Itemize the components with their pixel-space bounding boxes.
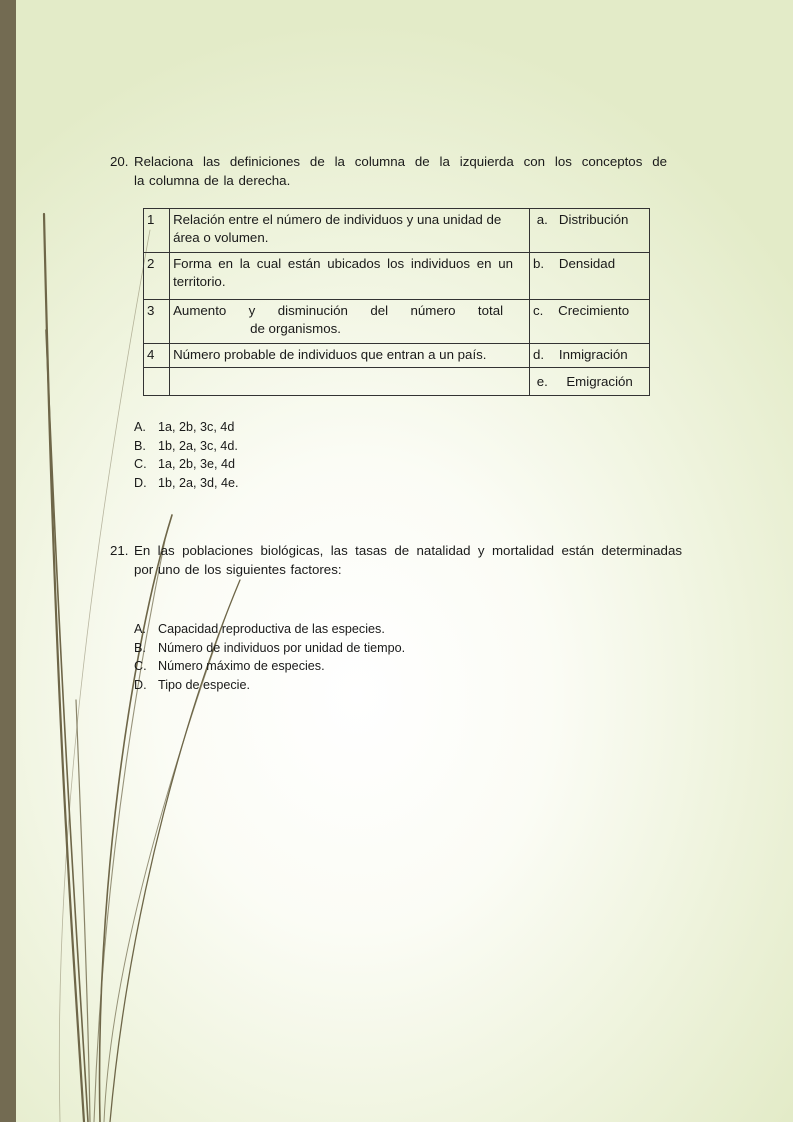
question-20-options xyxy=(134,418,239,492)
question-21-text xyxy=(134,541,682,579)
definition-text-line-1: Aumento y disminución del número total xyxy=(173,303,504,318)
table-row xyxy=(144,368,650,396)
stem-2 xyxy=(46,330,88,1122)
concept-cell xyxy=(530,209,650,253)
option-letter: D. xyxy=(134,475,147,490)
option-letter: A. xyxy=(134,420,146,434)
concept-letter: d. xyxy=(533,347,545,362)
stem-1 xyxy=(44,214,84,1122)
concept-text: Inmigración xyxy=(558,347,628,362)
concept-cell xyxy=(530,344,650,368)
option-letter: C. xyxy=(134,659,147,673)
option-b xyxy=(134,639,405,658)
definition-text: Forma en la cual están ubicados los individuos en un territorio. xyxy=(173,256,514,289)
definition-cell xyxy=(170,253,530,300)
question-20 xyxy=(110,152,667,192)
question-21-options xyxy=(134,620,405,694)
question-20-number: 20. xyxy=(110,154,129,169)
option-text: 1a, 2b, 3c, 4d xyxy=(158,420,235,434)
option-letter: B. xyxy=(134,438,146,453)
concept-text: Densidad xyxy=(558,256,616,271)
row-number: 4 xyxy=(144,344,170,368)
table-row xyxy=(144,253,650,300)
option-b xyxy=(134,437,239,456)
row-number: 3 xyxy=(144,300,170,344)
question-21-line-2: por uno de los siguientes factores: xyxy=(134,562,342,577)
option-text: 1b, 2a, 3d, 4e. xyxy=(158,475,239,490)
definition-cell: Número probable de individuos que entran a un país. xyxy=(170,344,530,368)
definition-cell xyxy=(170,368,530,396)
option-c xyxy=(134,657,405,676)
definition-cell xyxy=(170,300,530,344)
option-letter: D. xyxy=(134,677,147,692)
stem-3 xyxy=(100,515,172,1122)
option-text: Número máximo de especies. xyxy=(158,659,325,673)
concept-letter: a. xyxy=(536,212,548,227)
question-21-number: 21. xyxy=(110,543,129,558)
concept-letter: b. xyxy=(533,256,545,271)
option-text: Capacidad reproductiva de las especies. xyxy=(158,622,385,636)
option-letter: B. xyxy=(134,640,146,655)
table-row xyxy=(144,209,650,253)
option-text: Tipo de especie. xyxy=(158,677,250,692)
stem-7 xyxy=(76,700,90,1122)
concept-cell xyxy=(530,253,650,300)
row-number: 2 xyxy=(144,253,170,300)
option-a xyxy=(134,418,239,437)
table-row xyxy=(144,300,650,344)
option-d xyxy=(134,676,405,695)
question-20-line-1: Relaciona las definiciones de la columna de la izquierda con los conceptos de xyxy=(134,154,667,169)
question-20-text xyxy=(134,152,667,190)
option-letter: C. xyxy=(134,457,147,471)
concept-cell xyxy=(530,300,650,344)
question-21-line-1: En las poblaciones biológicas, las tasas de natalidad y mortalidad están determinadas xyxy=(134,543,682,558)
definition-cell: Relación entre el número de individuos y una unidad de área o volumen. xyxy=(170,209,530,253)
concept-cell xyxy=(530,368,650,396)
matching-table xyxy=(143,208,650,396)
concept-text: Emigración xyxy=(566,373,633,389)
option-letter: A. xyxy=(134,622,146,636)
question-20-line-2: la columna de la derecha. xyxy=(134,173,291,188)
option-text: 1b, 2a, 3c, 4d. xyxy=(158,438,238,453)
definition-text-line-2: de organismos. xyxy=(250,321,341,336)
option-a xyxy=(134,620,405,639)
option-c xyxy=(134,455,239,474)
question-21 xyxy=(110,541,682,581)
row-number xyxy=(144,368,170,396)
concept-letter: c. xyxy=(533,303,544,318)
concept-text: Crecimiento xyxy=(558,303,630,318)
option-d xyxy=(134,474,239,493)
row-number: 1 xyxy=(144,209,170,253)
concept-letter: e. xyxy=(536,373,548,389)
table-row xyxy=(144,344,650,368)
option-text: 1a, 2b, 3e, 4d xyxy=(158,457,236,471)
concept-text: Distribución xyxy=(558,212,629,227)
option-text: Número de individuos por unidad de tiempo. xyxy=(158,640,406,655)
